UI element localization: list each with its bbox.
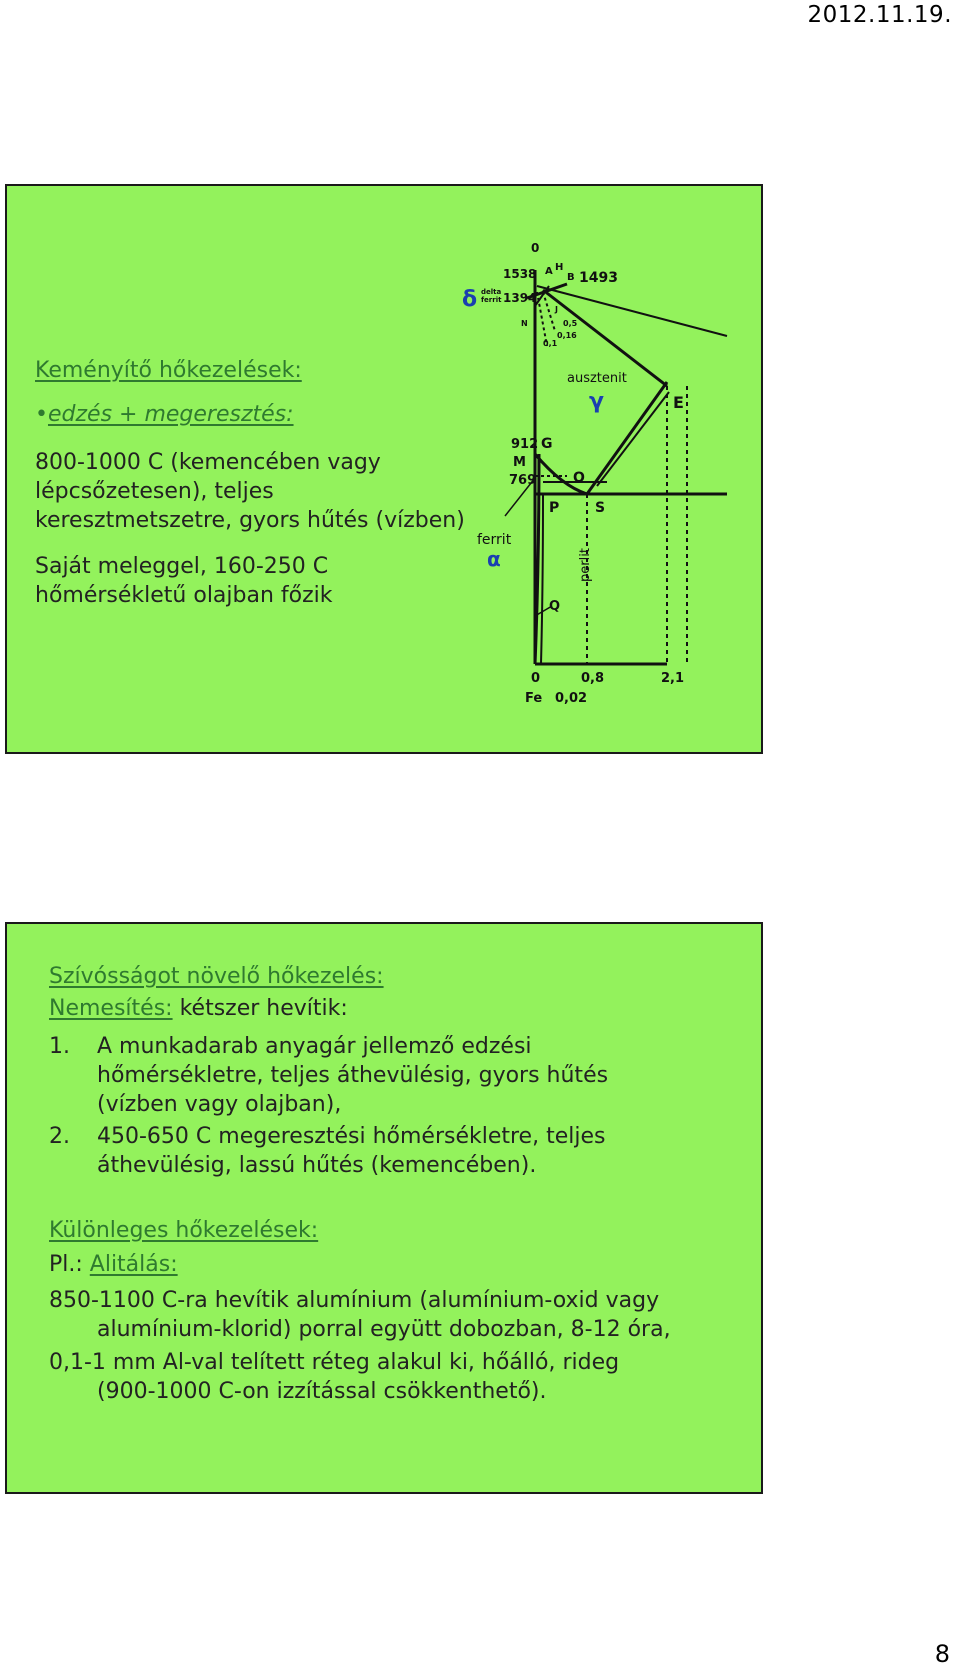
iron-carbon-phase-diagram — [7, 186, 765, 756]
label-Fe: Fe — [525, 691, 543, 706]
label-perlit: perlit — [578, 548, 593, 582]
slide-hardening — [5, 184, 763, 754]
item2-line1: 450-650 C megeresztési hőmérsékletre, teljes — [97, 1124, 606, 1149]
slide2-heading1: Szívósságot növelő hőkezelés: — [49, 964, 384, 989]
label-S: S — [595, 500, 606, 516]
label-05: 0,5 — [563, 319, 578, 328]
label-x0: 0 — [531, 671, 541, 686]
label-1538: 1538 — [503, 267, 537, 281]
alitalas-p1-line2: alumínium-klorid) porral együtt dobozban, 8-12 óra, — [97, 1317, 671, 1342]
alitalas-label: Alitálás: — [89, 1252, 178, 1277]
page-number: 8 — [934, 1640, 950, 1668]
label-1394: 1394 — [503, 291, 537, 305]
label-E: E — [673, 393, 684, 412]
label-N: N — [521, 319, 528, 328]
header-date: 2012.11.19. — [807, 2, 952, 28]
alitalas-p2-line1: 0,1-1 mm Al-val telített réteg alakul ki, hőálló, rideg — [49, 1350, 620, 1375]
label-H: H — [555, 262, 564, 273]
label-A: A — [545, 266, 553, 277]
pl-label: Pl.: — [49, 1252, 90, 1277]
label-alpha: α — [487, 547, 501, 571]
label-B: B — [567, 272, 575, 283]
slide1-p1-line1: 800-1000 C (kemencében vagy — [35, 450, 381, 475]
slide1-p1-line2: lépcsőzetesen), teljes — [35, 479, 274, 504]
label-O: O — [573, 470, 585, 486]
label-016: 0,16 — [557, 331, 577, 340]
item1-line2: hőmérsékletre, teljes áthevülésig, gyors hűtés — [97, 1063, 609, 1088]
alitalas-p2-line2: (900-1000 C-on izzítással csökkenthető). — [97, 1379, 547, 1404]
label-delta-ferrit-2: ferrit — [481, 296, 502, 304]
slide1-p2-line2: hőmérsékletű olajban főzik — [35, 583, 333, 608]
bullet-text: edzés + megeresztés: — [47, 402, 294, 427]
item1-line3: (vízben vagy olajban), — [97, 1092, 342, 1117]
label-delta-ferrit-1: delta — [481, 288, 502, 296]
slide-toughening — [5, 922, 763, 1494]
label-M: M — [513, 455, 526, 470]
nemesites-text: kétszer hevítik: — [172, 996, 348, 1021]
alitalas-p1-line1: 850-1100 C-ra hevítik alumínium (alumínium-oxid vagy — [49, 1288, 660, 1313]
label-J: J — [555, 305, 558, 314]
slide1-p2-line1: Saját meleggel, 160-250 C — [35, 554, 329, 579]
label-x002: 0,02 — [555, 691, 588, 706]
label-P: P — [549, 500, 560, 516]
slide2-heading2: Különleges hőkezelések: — [49, 1218, 319, 1243]
label-gamma: γ — [589, 389, 604, 414]
nemesites-label: Nemesítés: — [49, 996, 173, 1021]
label-ausztenit: ausztenit — [567, 371, 627, 386]
label-01: 0,1 — [543, 339, 558, 348]
item1-number: 1. — [49, 1034, 70, 1059]
slide1-p1-line3: keresztmetszetre, gyors hűtés (vízben) — [35, 508, 465, 533]
label-delta: δ — [462, 287, 478, 312]
pl-line — [49, 1250, 178, 1279]
label-x08: 0,8 — [581, 671, 605, 686]
label-1493: 1493 — [579, 270, 618, 286]
item2-number: 2. — [49, 1124, 70, 1149]
label-912: 912 — [511, 437, 539, 452]
label-x21: 2,1 — [661, 671, 685, 686]
label-G: G — [541, 436, 553, 452]
label-origin-top: 0 — [531, 241, 540, 255]
slide2-nemesites-line — [49, 994, 348, 1023]
label-769: 769 — [509, 473, 537, 488]
slide1-heading: Keményítő hőkezelések: — [35, 358, 302, 383]
item1-line1: A munkadarab anyagár jellemző edzési — [97, 1034, 532, 1059]
label-Q: Q — [549, 599, 561, 614]
label-ferrit: ferrit — [477, 532, 512, 548]
bullet-marker: • — [35, 402, 48, 427]
item2-line2: áthevülésig, lassú hűtés (kemencében). — [97, 1153, 537, 1178]
